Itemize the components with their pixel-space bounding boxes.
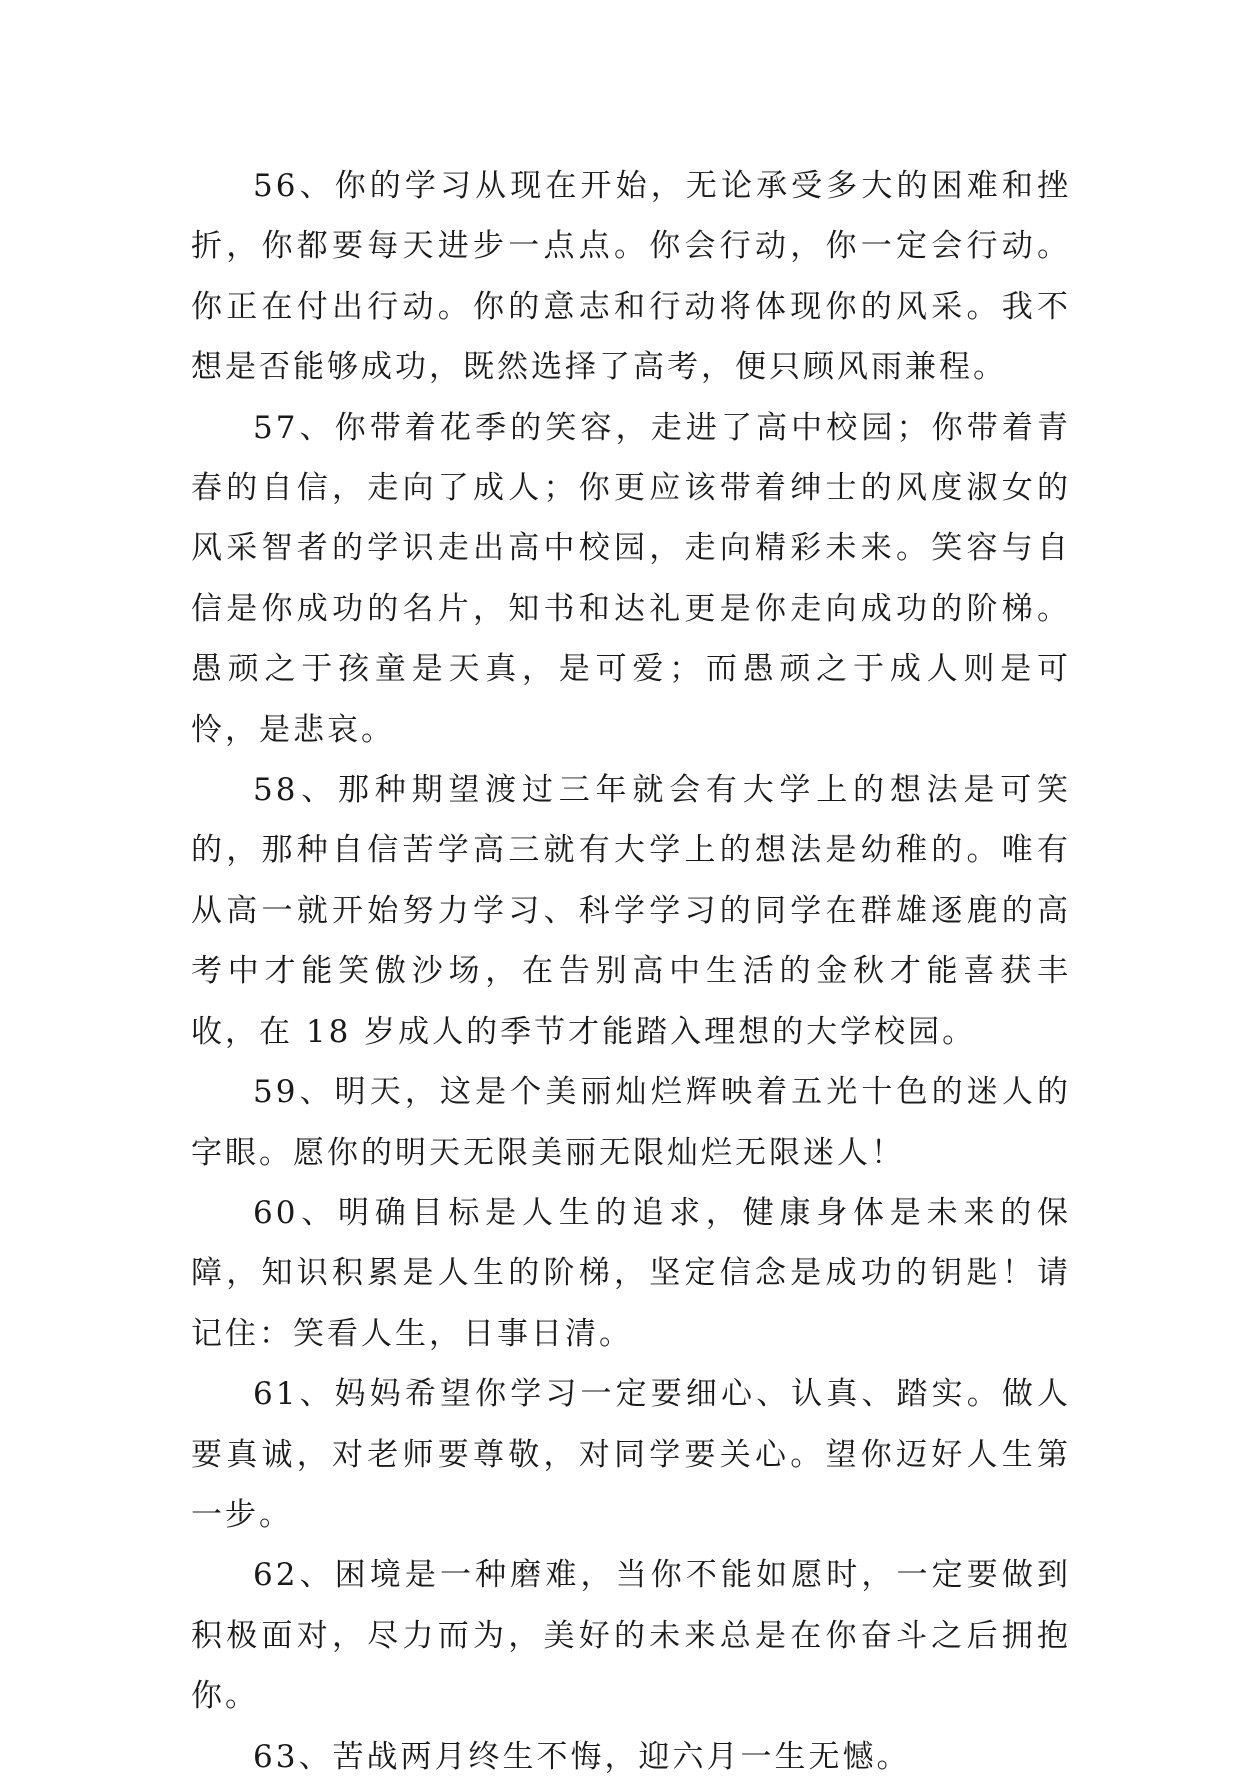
paragraph-59: 59、明天，这是个美丽灿烂辉映着五光十色的迷人的字眼。愿你的明天无限美丽无限灿烂无限迷人！ xyxy=(191,1074,1071,1171)
paragraph-58: 58、那种期望渡过三年就会有大学上的想法是可笑的，那种自信苦学高三就有大学上的想法是幼稚的。唯有从高一就开始努力学习、科学学习的同学在群雄逐鹿的高考中才能笑傲沙场，在告别高中生活的金秋才能喜获丰收，在 18 岁成人的季节才能踏入理想的大学校园。 xyxy=(191,772,1071,1050)
paragraph-63: 63、苦战两月终生不悔，迎六月一生无憾。 xyxy=(253,1738,911,1775)
document-body xyxy=(191,156,1071,1787)
paragraph-61: 61、妈妈希望你学习一定要细心、认真、踏实。做人要真诚，对老师要尊敬，对同学要关心。望你迈好人生第一步。 xyxy=(191,1376,1071,1533)
paragraph-62: 62、困境是一种磨难，当你不能如愿时，一定要做到积极面对，尽力而为，美好的未来总是在你奋斗之后拥抱你。 xyxy=(191,1557,1071,1715)
paragraph-56: 56、你的学习从现在开始，无论承受多大的困难和挫折，你都要每天进步一点点。你会行动，你一定会行动。你正在付出行动。你的意志和行动将体现你的风采。我不想是否能够成功，既然选择了高考，便只顾风雨兼程。 xyxy=(191,168,1071,386)
paragraph-57: 57、你带着花季的笑容，走进了高中校园；你带着青春的自信，走向了成人；你更应该带着绅士的风度淑女的风采智者的学识走出高中校园，走向精彩未来。笑容与自信是你成功的名片，知书和达礼更是你走向成功的阶梯。愚顽之于孩童是天真，是可爱；而愚顽之于成人则是可怜，是悲哀。 xyxy=(191,409,1071,748)
paragraph-60: 60、明确目标是人生的追求，健康身体是未来的保障，知识积累是人生的阶梯，坚定信念是成功的钥匙！请记住：笑看人生，日事日清。 xyxy=(191,1194,1071,1352)
